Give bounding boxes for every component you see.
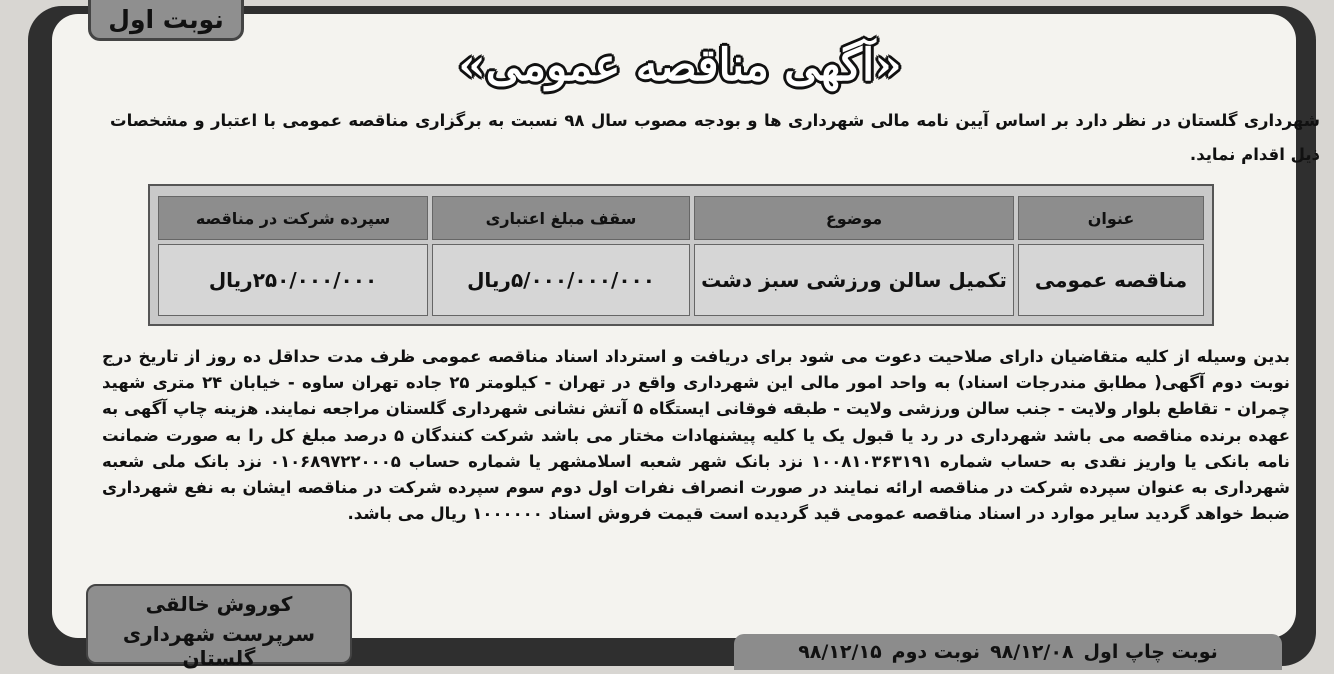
round-tag: نوبت اول xyxy=(88,0,244,41)
table-cell-deposit: ۲۵۰/۰۰۰/۰۰۰ریال xyxy=(158,244,428,316)
table-cell-budget: ۵/۰۰۰/۰۰۰/۰۰۰ریال xyxy=(432,244,690,316)
table-header-title: عنوان xyxy=(1018,196,1204,240)
first-print-label: نوبت چاپ اول xyxy=(1083,641,1218,663)
table-cell-title: مناقصه عمومی xyxy=(1018,244,1204,316)
print-dates-bar xyxy=(734,634,1282,670)
intro-paragraph: شهرداری گلستان در نظر دارد بر اساس آیین نامه مالی شهرداری ها و بودجه مصوب سال ۹۸ نسبت به برگزاری مناقصه عمومی با اعتبار و مشخصات ذیل اقدام نماید. xyxy=(110,111,1320,164)
tender-table xyxy=(148,184,1214,326)
body-paragraph: بدین وسیله از کلیه متقاضیان دارای صلاحیت دعوت می شود برای دریافت و استرداد اسناد مناقصه عمومی ظرف مدت حداقل ده روز از تاریخ درج نوبت دوم آگهی( مطابق مندرجات اسناد) به واحد امور مالی این شهرداری واقع در تهران - کیلومتر ۲۵ جاده تهران ساوه - خیابان ۲۴ متری شهید چمران - تقاطع بلوار ولایت - جنب سالن ورزشی ولایت - طبقه فوقانی ایستگاه ۵ آتش نشانی شهرداری گلستان مراجعه نمایند. هزینه چاپ آگهی به عهده برنده مناقصه می باشد شهرداری در رد یا قبول یک یا کلیه پیشنهادات مختار می باشد شرکت کنندگان ۵ درصد مبلغ کل را به صورت ضمانت نامه بانکی یا واریز نقدی به حساب شماره ۱۰۰۸۱۰۳۶۳۱۹۱ نزد بانک شهر شعبه اسلامشهر یا شماره حساب ۰۱۰۶۸۹۷۲۲۰۰۰۵ نزد بانک ملی شعبه شهرداری به عنوان سپرده شرکت در مناقصه ارائه نمایند در صورت انصراف نفرات اول دوم سوم سپرده شرکت در مناقصه ایشان به نفع شهرداری ضبط خواهد گردید سایر موارد در اسناد مناقصه عمومی قید گردیده است قیمت فروش اسناد ۱۰۰۰۰۰۰ ریال می باشد. xyxy=(102,347,1291,524)
table-header-budget: سقف مبلغ اعتباری xyxy=(432,196,690,240)
second-print-date: ۹۸/۱۲/۱۵ xyxy=(798,641,882,663)
signatory-position: سرپرست شهرداری گلستان xyxy=(122,622,316,670)
second-print-label: نوبت دوم xyxy=(891,641,981,663)
ad-title: «آگهی مناقصه عمومی» xyxy=(458,40,902,91)
signature-box xyxy=(86,584,352,670)
signatory-name: کوروش خالقی xyxy=(145,592,293,616)
first-print-date: ۹۸/۱۲/۰۸ xyxy=(990,641,1074,663)
table-header-subject: موضوع xyxy=(694,196,1014,240)
table-cell-subject: تکمیل سالن ورزشی سبز دشت xyxy=(694,244,1014,316)
table-header-deposit: سپرده شرکت در مناقصه xyxy=(158,196,428,240)
